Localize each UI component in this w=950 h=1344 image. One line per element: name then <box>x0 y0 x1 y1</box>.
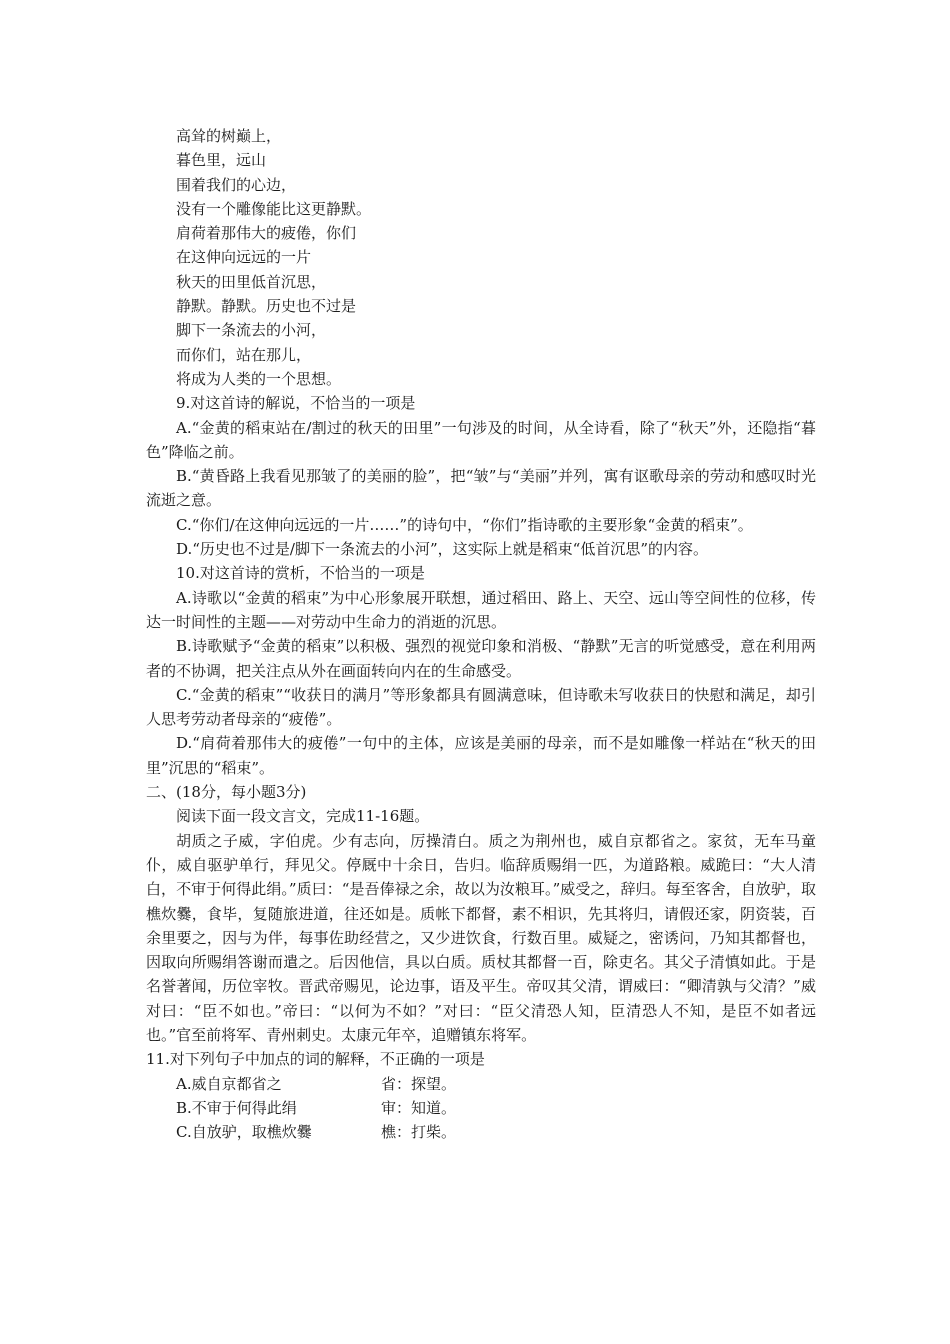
question-stem: 10.对这首诗的赏析，不恰当的一项是 <box>176 564 425 583</box>
poem-line: 围着我们的心边， <box>176 175 297 194</box>
poem-line: 肩荷着那伟大的疲倦，你们 <box>176 224 357 243</box>
option-c <box>146 1120 816 1144</box>
page-content <box>146 124 816 1144</box>
section-heading: 二、(18分，每小题3分) <box>146 783 307 802</box>
poem-line: 高耸的树巅上， <box>176 127 282 145</box>
poem-line: 在这伸向远远的一片 <box>176 248 312 267</box>
poem-line: 脚下一条流去的小河， <box>176 321 327 340</box>
option-sentence: C.自放驴，取樵炊爨 <box>176 1123 312 1142</box>
question-9 <box>146 391 816 561</box>
question-10 <box>146 561 816 780</box>
poem-line: 没有一个雕像能比这更静默。 <box>176 199 372 218</box>
section-2 <box>146 780 816 1047</box>
option-a: A.诗歌以“金黄的稻束”为中心形象展开联想，通过稻田、路上、天空、远山等空间性的位移，传达一时间性的主题——对劳动中生命力的消逝的沉思。 <box>146 588 816 631</box>
poem-line: 秋天的田里低首沉思， <box>176 272 327 291</box>
option-c: C.“金黄的稻束”“收获日的满月”等形象都具有圆满意味，但诗歌未写收获日的快慰和满足，却引人思考劳动者母亲的“疲倦”。 <box>146 685 816 729</box>
poem-excerpt <box>146 124 816 391</box>
option-gloss: 樵：打柴。 <box>381 1123 457 1142</box>
question-11 <box>146 1047 816 1144</box>
option-a <box>146 1072 816 1096</box>
option-b <box>146 1096 816 1120</box>
question-stem: 11.对下列句子中加点的词的解释，不正确的一项是 <box>146 1050 485 1069</box>
poem-line: 将成为人类的一个思想。 <box>176 369 342 388</box>
classical-passage: 胡质之子威，字伯虎。少有志向，厉操清白。质之为荆州也，威自京都省之。家贫，无车马童仆，威自驱驴单行，拜见父。停厩中十余日，告归。临辞质赐绢一匹，为道路粮。威跪曰：“大人清白，不审于何得此绢。”质曰：“是吾俸禄之余，故以为汝粮耳。”威受之，辞归。每至客舍，自放驴，取樵炊爨，食毕，复随旅进道，往还如是。质帐下都督，素不相识，先其将归，请假还家，阴资装，百余里要之，因与为伴，每事佐助经营之，又少进饮食，行数百里。威疑之，密诱问，乃知其都督也，因取向所赐绢答谢而遣之。后因他信，具以白质。质杖其都督一百，除吏名。其父子清慎如此。于是名誉著闻，历位宰牧。晋武帝赐见，论边事，语及平生。帝叹其父清，谓威曰：“卿清孰与父清？”威对曰：“臣不如也。”帝曰：“以何为不如？”对曰：“臣父清恐人知，臣清恐人不知，是臣不如者远也。”官至前将军、青州刺史。太康元年卒，追赠镇东将军。 <box>146 831 816 1044</box>
option-d: D.“历史也不过是/脚下一条流去的小河”，这实际上就是稻束“低首沉思”的内容。 <box>176 540 708 559</box>
option-c: C.“你们/在这伸向远远的一片……”的诗句中，“你们”指诗歌的主要形象“金黄的稻束”。 <box>176 515 753 534</box>
option-b: B.诗歌赋予“金黄的稻束”以积极、强烈的视觉印象和消极、“静默”无言的听觉感受，意在利用两者的不协调，把关注点从外在画面转向内在的生命感受。 <box>146 637 816 680</box>
poem-line: 暮色里，远山 <box>176 151 267 170</box>
poem-line: 静默。静默。历史也不过是 <box>176 297 357 316</box>
poem-line: 而你们，站在那儿， <box>176 345 312 364</box>
option-a: A.“金黄的稻束站在/割过的秋天的田里”一句涉及的时间，从全诗看，除了“秋天”外，还隐指“暮色”降临之前。 <box>146 418 816 461</box>
option-gloss: 省：探望。 <box>381 1074 457 1093</box>
option-d: D.“肩荷着那伟大的疲倦”一句中的主体，应该是美丽的母亲，而不是如雕像一样站在“秋天的田里”沉思的“稻束”。 <box>146 734 816 777</box>
question-stem: 9.对这首诗的解说，不恰当的一项是 <box>176 394 416 413</box>
option-sentence: B.不审于何得此绢 <box>176 1098 297 1117</box>
section-intro: 阅读下面一段文言文，完成11-16题。 <box>176 807 430 826</box>
option-b: B.“黄昏路上我看见那皱了的美丽的脸”，把“皱”与“美丽”并列，寓有讴歌母亲的劳动和感叹时光流逝之意。 <box>146 467 816 510</box>
option-sentence: A.威自京都省之 <box>176 1074 282 1093</box>
option-gloss: 审：知道。 <box>381 1098 457 1117</box>
